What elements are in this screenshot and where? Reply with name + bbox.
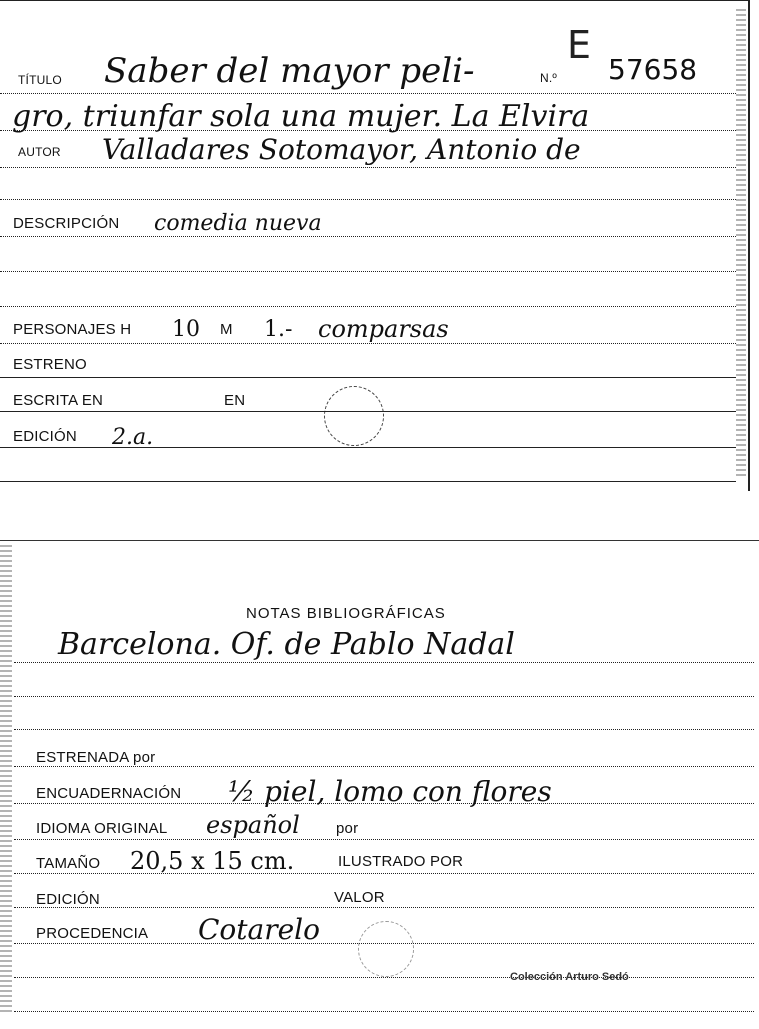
rule xyxy=(0,343,736,344)
rule xyxy=(14,907,754,908)
corner-letter: E xyxy=(567,23,592,67)
personajes-m-value: 1.- xyxy=(264,317,293,342)
rule xyxy=(0,93,736,94)
encuadernacion-label: ENCUADERNACIÓN xyxy=(36,785,182,802)
edicion-value: 2.a. xyxy=(112,425,154,450)
hole-punch-mark xyxy=(358,921,414,977)
rule xyxy=(14,729,754,730)
numero-label: N.º xyxy=(540,71,557,85)
rule xyxy=(0,481,736,482)
idioma-label: IDIOMA ORIGINAL xyxy=(36,820,168,837)
catalog-card-back xyxy=(0,540,759,1029)
edicion-label: EDICIÓN xyxy=(13,428,77,445)
procedencia-value: Cotarelo xyxy=(198,913,320,946)
idioma-por-label: por xyxy=(336,820,359,837)
rule xyxy=(14,766,754,767)
valor-label: VALOR xyxy=(334,889,385,906)
encuadernacion-value: ½ piel, lomo con flores xyxy=(228,775,552,808)
rule xyxy=(14,943,754,944)
rule xyxy=(0,167,736,168)
scan-edge xyxy=(736,9,746,479)
titulo-value-line1: Saber del mayor peli- xyxy=(104,51,475,91)
personajes-extra-value: comparsas xyxy=(318,315,449,343)
rule xyxy=(0,199,736,200)
escrita-en-label: ESCRITA EN xyxy=(13,392,104,409)
scan-edge xyxy=(0,545,12,1015)
rule xyxy=(14,696,754,697)
rule xyxy=(14,839,754,840)
numero-value: 57658 xyxy=(608,53,698,86)
rule xyxy=(14,977,754,978)
notas-value: Barcelona. Of. de Pablo Nadal xyxy=(58,627,515,662)
personajes-label: PERSONAJES H xyxy=(13,321,132,338)
rule xyxy=(14,873,754,874)
titulo-value-line2: gro, triunfar sola una mujer. La Elvira xyxy=(12,99,590,134)
rule xyxy=(0,447,736,448)
notas-heading: NOTAS BIBLIOGRÁFICAS xyxy=(246,605,446,622)
tamano-value: 20,5 x 15 cm. xyxy=(130,847,295,875)
hole-punch-mark xyxy=(324,386,384,446)
personajes-m-label: M xyxy=(220,321,233,338)
personajes-h-value: 10 xyxy=(172,317,200,342)
rule xyxy=(14,662,754,663)
idioma-value: español xyxy=(206,811,300,839)
descripcion-value: comedia nueva xyxy=(154,211,322,236)
autor-label: AUTOR xyxy=(18,145,61,159)
autor-value: Valladares Sotomayor, Antonio de xyxy=(102,133,581,166)
tamano-label: TAMAÑO xyxy=(36,855,101,872)
rule xyxy=(0,236,736,237)
rule xyxy=(0,377,736,378)
estrenada-label: ESTRENADA por xyxy=(36,749,156,766)
rule xyxy=(0,411,736,412)
rule xyxy=(14,1011,754,1012)
rule xyxy=(0,271,736,272)
edicion-label: EDICIÓN xyxy=(36,891,100,908)
ilustrado-label: ILUSTRADO POR xyxy=(338,853,464,870)
catalog-card-front xyxy=(0,0,750,491)
procedencia-label: PROCEDENCIA xyxy=(36,925,149,942)
estreno-label: ESTRENO xyxy=(13,356,87,373)
collection-footer: Colección Arturo Sedó xyxy=(510,971,629,983)
descripcion-label: DESCRIPCIÓN xyxy=(13,215,120,232)
rule xyxy=(0,130,736,131)
rule xyxy=(0,306,736,307)
en-label: EN xyxy=(224,392,246,409)
rule xyxy=(14,803,754,804)
titulo-label: TÍTULO xyxy=(18,73,62,87)
